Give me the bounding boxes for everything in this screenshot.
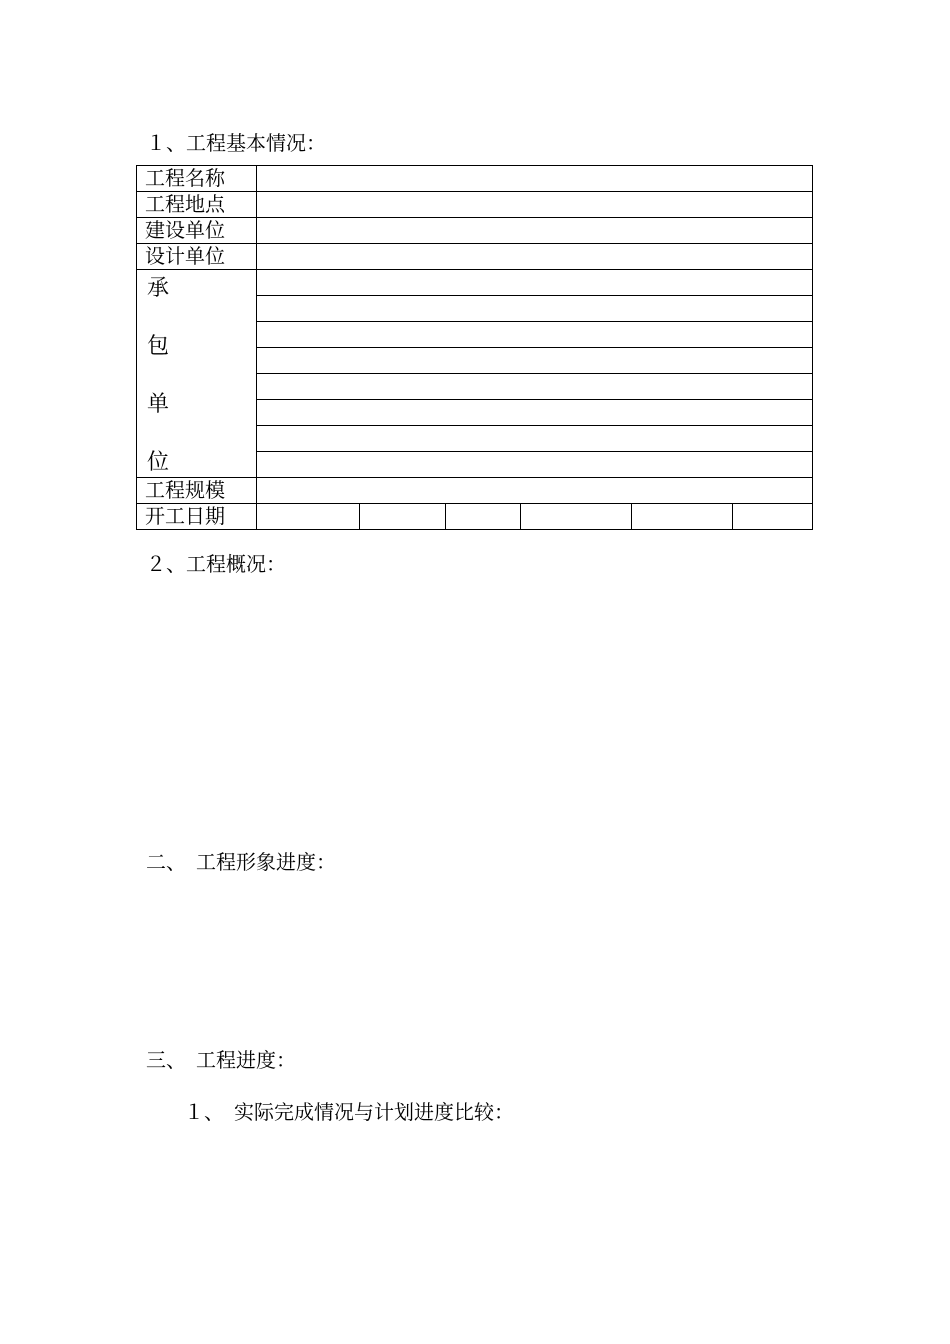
contractor-label-char: 承 [147,276,170,301]
project-scale-value[interactable] [257,478,813,504]
project-location-value[interactable] [257,192,813,218]
table-row-construction-unit [137,218,813,244]
contractor-label-char: 位 [147,450,170,475]
start-date-label: 开工日期 [137,504,257,530]
contractor-value-line[interactable] [257,374,813,400]
contractor-value-line[interactable] [257,426,813,452]
table-row-project-scale [137,478,813,504]
start-date-cell[interactable] [521,504,632,530]
design-unit-value[interactable] [257,244,813,270]
contractor-value-line[interactable] [257,270,813,296]
contractor-value-line[interactable] [257,296,813,322]
project-location-label: 工程地点 [137,192,257,218]
project-name-label: 工程名称 [137,166,257,192]
project-scale-label: 工程规模 [137,478,257,504]
table-row-contractor [137,270,813,296]
table-row-project-name [137,166,813,192]
start-date-cell[interactable] [257,504,360,530]
table-row-project-location [137,192,813,218]
section-image-progress-heading: 二、 工程形象进度： [146,850,336,874]
contractor-value-line[interactable] [257,400,813,426]
start-date-cell[interactable] [446,504,521,530]
construction-unit-label: 建设单位 [137,218,257,244]
contractor-label-char: 包 [147,334,170,359]
project-name-value[interactable] [257,166,813,192]
section-actual-vs-plan-heading: １、 实际完成情况与计划进度比较： [184,1100,514,1124]
basic-info-table [136,165,813,530]
design-unit-label: 设计单位 [137,244,257,270]
start-date-cell[interactable] [360,504,446,530]
start-date-cell[interactable] [632,504,733,530]
section-basic-info-heading: １、工程基本情况： [146,131,326,155]
contractor-label-char: 单 [147,392,170,417]
contractor-value-line[interactable] [257,452,813,478]
start-date-cell[interactable] [733,504,813,530]
section-overview-heading: ２、工程概况： [146,552,286,576]
contractor-label [137,270,257,478]
contractor-value-line[interactable] [257,322,813,348]
contractor-value-line[interactable] [257,348,813,374]
section-progress-heading: 三、 工程进度： [146,1048,296,1072]
table-row-start-date [137,504,813,530]
construction-unit-value[interactable] [257,218,813,244]
table-row-design-unit [137,244,813,270]
